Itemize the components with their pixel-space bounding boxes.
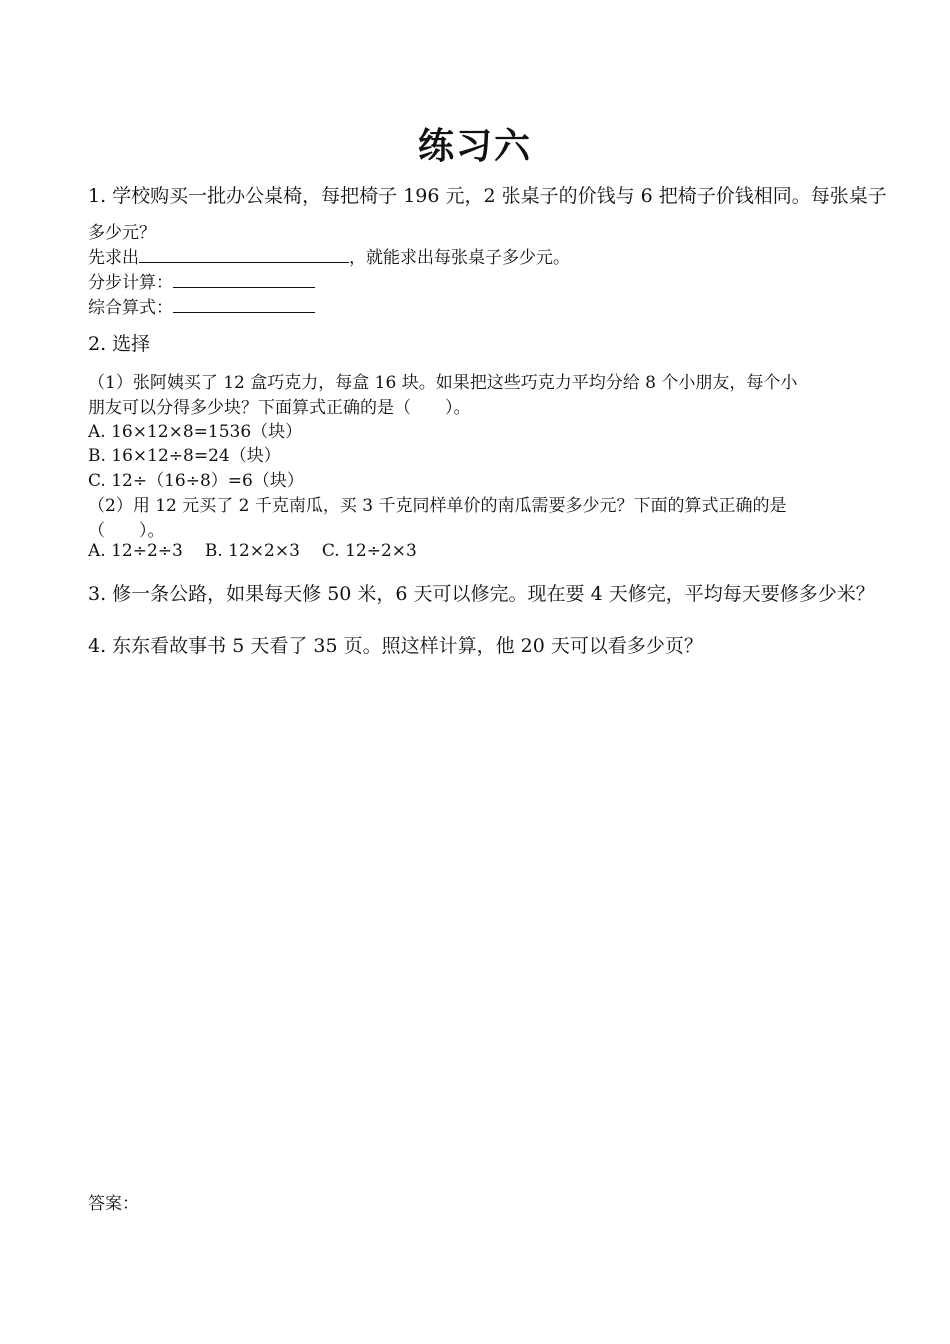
q1-fill-line	[88, 243, 570, 268]
q1-step-blank[interactable]	[173, 285, 315, 288]
q1-combined-blank[interactable]	[173, 310, 315, 313]
q2-sub1-line1: （1）张阿姨买了 12 盒巧克力，每盒 16 块。如果把这些巧克力平均分给 8 个小朋友，每个小	[88, 373, 798, 393]
q2-sub1-option-a: A. 16×12×8=1536（块）	[88, 422, 303, 442]
q2-heading: 2. 选择	[88, 333, 151, 355]
q2-sub2-options	[88, 541, 417, 561]
q1-step-label: 分步计算：	[88, 273, 173, 293]
q2-sub2-line2: （ ）。	[88, 521, 165, 541]
page-title: 练习六	[417, 125, 532, 167]
q1-fill-prefix: 先求出	[88, 248, 139, 268]
q4-text: 4. 东东看故事书 5 天看了 35 页。照这样计算，他 20 天可以看多少页？	[88, 635, 703, 657]
q1-fill-blank[interactable]	[139, 260, 349, 263]
q1-combined-line	[88, 293, 315, 318]
q2-sub2-option-b: B. 12×2×3	[204, 541, 300, 561]
answer-label: 答案：	[88, 1194, 139, 1214]
q2-sub2-option-c: C. 12÷2×3	[321, 541, 417, 561]
q2-sub2-option-a: A. 12÷2÷3	[88, 541, 183, 561]
q2-sub1-option-c: C. 12÷（16÷8）=6（块）	[88, 471, 304, 491]
q1-combined-label: 综合算式：	[88, 298, 173, 318]
q1-fill-suffix: ，就能求出每张桌子多少元。	[349, 248, 570, 268]
q1-text-line1: 1. 学校购买一批办公桌椅，每把椅子 196 元，2 张桌子的价钱与 6 把椅子价钱相同。每张桌子	[88, 185, 887, 207]
q3-text: 3. 修一条公路，如果每天修 50 米，6 天可以修完。现在要 4 天修完，平均每天要修多少米？	[88, 583, 875, 605]
q2-sub1-line2: 朋友可以分得多少块？下面算式正确的是（ ）。	[88, 398, 471, 418]
q1-step-line	[88, 268, 315, 293]
q2-sub2-line1: （2）用 12 元买了 2 千克南瓜，买 3 千克同样单价的南瓜需要多少元？下面的算式正确的是	[88, 496, 787, 516]
q2-sub1-option-b: B. 16×12÷8=24（块）	[88, 446, 281, 466]
q1-text-line2: 多少元？	[88, 223, 156, 243]
